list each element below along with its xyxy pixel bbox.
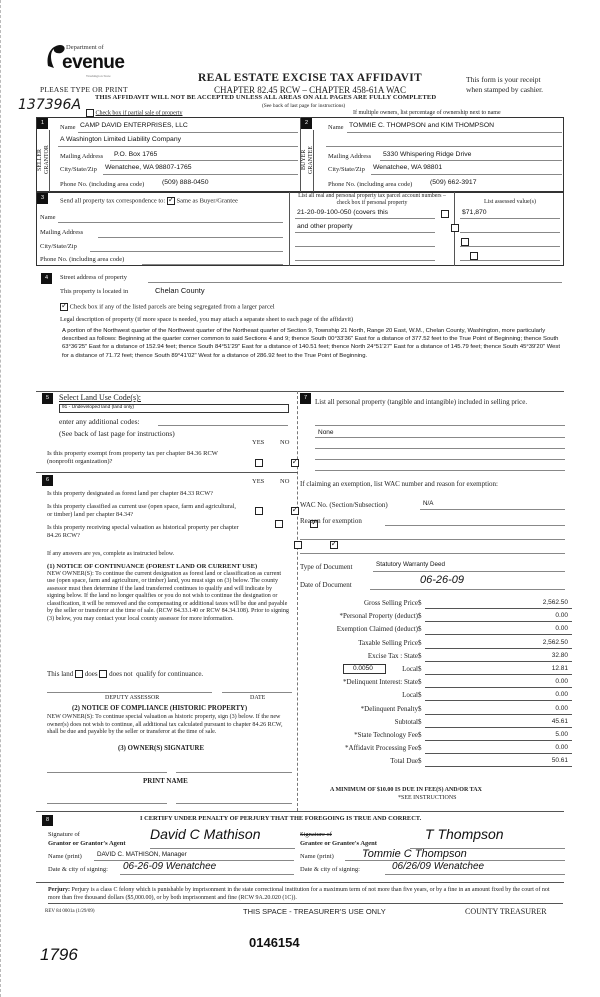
located-label: This property is located in: [60, 288, 129, 295]
yes-header: YES: [252, 439, 265, 446]
underline: [425, 700, 572, 701]
scan-edge: [0, 0, 3, 997]
tax-row: [300, 639, 600, 649]
dollar-sign: $: [418, 678, 422, 686]
tax-row-value[interactable]: 45.61: [551, 718, 568, 725]
dollar-sign: $: [418, 599, 422, 607]
tax-row: [300, 744, 600, 754]
multiple-owners-note: If multiple owners, list percentage of ownership next to name: [353, 110, 501, 116]
perjury-notice: [48, 886, 563, 902]
designation-yes-checkbox[interactable]: [255, 507, 263, 515]
buyer-mailing-label: Mailing Address: [328, 153, 372, 160]
underline: [425, 766, 572, 767]
treasurer-use: THIS SPACE - TREASURER'S USE ONLY: [243, 907, 386, 916]
see-instructions: *SEE INSTRUCTIONS: [398, 795, 457, 801]
underline: [460, 260, 560, 261]
underline: [420, 509, 565, 510]
corr-mailing-field[interactable]: [98, 237, 283, 238]
warning-text: THIS AFFIDAVIT WILL NOT BE ACCEPTED UNLESS ALL AREAS ON ALL PAGES ARE FULLY COMPLETED: [95, 94, 437, 101]
tax-row-value[interactable]: 2,562.50: [542, 599, 568, 606]
underline: [373, 571, 565, 572]
underline: [460, 246, 560, 247]
continuance-row: [47, 670, 203, 678]
seller-city-label: City/State/Zip: [60, 166, 97, 173]
partial-sale-label: Check box if partial sale of property: [95, 110, 183, 117]
same-as-buyer-label: Same as Buyer/Grantee: [176, 197, 238, 205]
dollar-sign: $: [418, 744, 422, 752]
exemption-label: If claiming an exemption, list WAC number and reason for exemption:: [300, 480, 498, 488]
stamp-number: 0146154: [249, 935, 300, 950]
partial-sale-row: [86, 109, 182, 117]
this-land-label: This land: [47, 670, 74, 678]
tax-row-value[interactable]: 0.00: [555, 625, 568, 632]
underline: [315, 459, 565, 460]
tax-row-value[interactable]: 50.61: [551, 757, 568, 764]
deputy-assessor-label: DEPUTY ASSESSOR: [105, 695, 160, 701]
dollar-sign: $: [418, 625, 422, 633]
form-title: REAL ESTATE EXCISE TAX AFFIDAVIT: [198, 72, 422, 84]
tax-row-label: Excise Tax : State: [367, 652, 418, 660]
logo-dept: Department of: [66, 44, 104, 51]
personal-property-checkbox[interactable]: [451, 224, 459, 232]
parcel-number[interactable]: and other property: [297, 223, 353, 230]
land-use-see-back: (See back of last page for instructions): [59, 429, 175, 438]
buyer-mailing[interactable]: 5330 Whispering Ridge Drive: [383, 151, 472, 158]
see-back-note: (See back of last page for instructions): [262, 103, 346, 109]
corr-mailing-label: Mailing Address: [40, 229, 84, 236]
tax-row-value[interactable]: 2,562.50: [542, 639, 568, 646]
section-4-badge: 4: [41, 273, 52, 284]
logo-word: evenue: [62, 52, 125, 73]
print-name-label: PRINT NAME: [143, 777, 188, 785]
exempt-no-checkbox[interactable]: [291, 459, 299, 467]
grantee-date-label: Date & city of signing:: [300, 866, 360, 873]
tax-row-label: Gross Selling Price: [363, 599, 418, 607]
tax-row-label: Local: [402, 665, 418, 673]
tax-row-value[interactable]: 0.00: [555, 691, 568, 698]
segregated-row: [60, 303, 275, 311]
underline: [425, 648, 572, 649]
grantee-sig-label-2: Grantee or Grantee's Agent: [300, 840, 377, 847]
additional-codes-label: enter any additional codes:: [59, 417, 140, 426]
designation-no-checkbox[interactable]: [291, 507, 299, 515]
section-8-badge: 8: [42, 815, 53, 826]
tax-row: [300, 652, 600, 662]
designation-no-checkbox[interactable]: [330, 541, 338, 549]
section-3-badge: 3: [37, 193, 48, 204]
wac-value[interactable]: N/A: [423, 500, 434, 507]
designation-yes-checkbox[interactable]: [294, 541, 302, 549]
designation-question: Is this property classified as current use (open space, farm and agricultural, or timber) land per chapter 84.34?: [47, 503, 237, 518]
tax-row-value[interactable]: 0.00: [555, 744, 568, 751]
tax-row: [300, 731, 600, 741]
tax-row-value[interactable]: 0.00: [555, 705, 568, 712]
tax-row-label: Exemption Claimed (deduct): [336, 625, 418, 633]
street-field[interactable]: [148, 282, 562, 283]
does-not-label: does not: [109, 670, 133, 678]
underline: [300, 553, 565, 554]
tax-row-value[interactable]: 32.80: [551, 652, 568, 659]
receipt-note: [466, 75, 543, 95]
underline: [295, 232, 435, 233]
seller-phone-label: Phone No. (including area code): [60, 181, 145, 188]
notice1-title: (1) NOTICE OF CONTINUANCE (FOREST LAND OR CURRENT USE): [47, 563, 258, 570]
underline: [425, 608, 572, 609]
underline: [295, 260, 435, 261]
dollar-sign: $: [418, 718, 422, 726]
divider: [36, 391, 564, 392]
grantor-sig-label-1: Signature of: [48, 831, 80, 838]
land-use-select[interactable]: [59, 404, 289, 413]
grantor-name[interactable]: DAVID C. MATHISON, Manager: [97, 851, 187, 858]
grantor-signature[interactable]: David C Mathison: [150, 826, 261, 842]
notice1-body: NEW OWNER(S): To continue the current designation as forest land or classification as current use (open space, farm and agriculture, or timber) land, you must sign on (3) below. The county assessor must then determine if the land transferred continues to qualify and will indicate by signing below. If the land no longer qualifies or you do not wish to continue the designation or classification, it will be removed and the compensating or additional taxes will be due and payable by the seller or transferor at the time of sale. (RCW 84.33.140 or RCW 84.34.108). Prior to signing (3) below, you may contact your local county assessor for more information.: [47, 570, 289, 622]
underline: [425, 714, 572, 715]
personal-property-checkbox[interactable]: [441, 210, 449, 218]
tax-row-value[interactable]: 0.00: [555, 678, 568, 685]
underline: [110, 160, 298, 161]
underline: [425, 740, 572, 741]
correspondence-label: Send all property tax correspondence to:: [60, 197, 166, 205]
please-type: PLEASE TYPE OR PRINT: [40, 85, 128, 94]
does-not-checkbox[interactable]: [99, 670, 107, 678]
underline: [425, 753, 572, 754]
same-as-buyer-checkbox[interactable]: [167, 197, 175, 205]
underline: [460, 232, 560, 233]
segregated-label: Check box if any of the listed parcels are being segregated from a larger parcel: [69, 303, 275, 311]
tax-row-label: Total Due: [390, 757, 418, 765]
form-chapter: CHAPTER 82.45 RCW – CHAPTER 458-61A WAC: [214, 85, 406, 95]
underline: [78, 132, 298, 133]
exempt-question: Is this property exempt from property tax per chapter 84.36 RCW (nonprofit organization)?: [47, 450, 218, 465]
designation-yes-checkbox[interactable]: [275, 520, 283, 528]
if-yes-note: If any answers are yes, complete as instructed below.: [47, 551, 175, 557]
land-use-label: Select Land Use Code(s):: [59, 393, 141, 402]
notice2-title: (2) NOTICE OF COMPLIANCE (HISTORIC PROPERTY): [72, 705, 248, 712]
parcel-number[interactable]: 21-20-09-100-050 (covers this: [297, 209, 389, 216]
divider: [36, 882, 564, 883]
yes-header-6: YES: [252, 478, 265, 485]
tax-row-label: Local: [402, 691, 418, 699]
grantee-name[interactable]: Tommie C Thompson: [362, 848, 467, 860]
assessor-date-line[interactable]: [222, 692, 292, 693]
column-divider: [297, 391, 298, 811]
partial-sale-checkbox[interactable]: [86, 109, 94, 117]
underline: [425, 727, 572, 728]
local-rate: 0.0050: [353, 665, 373, 672]
personal-property-value[interactable]: None: [318, 429, 334, 436]
assessed-value[interactable]: $71,870: [462, 209, 487, 216]
corr-phone-field[interactable]: [142, 264, 283, 265]
minimum-note: A MINIMUM OF $10.00 IS DUE IN FEE(S) AND/OR TAX: [330, 787, 482, 793]
corr-phone-label: Phone No. (including area code): [40, 256, 125, 263]
deputy-assessor-line[interactable]: [47, 692, 212, 693]
grantee-date[interactable]: 06/26/09 Wenatchee: [392, 861, 485, 872]
underline: [425, 661, 572, 662]
seller-side-label: SELLER GRANTOR: [37, 145, 50, 175]
buyer-phone-label: Phone No. (including area code): [328, 181, 413, 188]
tax-row-label: *Delinquent Penalty: [360, 705, 418, 713]
dollar-sign: $: [418, 639, 422, 647]
tax-row-value[interactable]: 12.81: [551, 665, 568, 672]
logo-sub: Washington State: [86, 74, 111, 78]
assessed-header: List assessed value(s): [484, 199, 536, 205]
section-2-badge: 2: [301, 118, 312, 129]
wac-label: WAC No. (Section/Subsection): [300, 501, 388, 509]
underline: [315, 448, 565, 449]
divider: [36, 811, 564, 812]
divider: [48, 903, 563, 904]
grantor-sig-label-2: Grantor or Grantor's Agent: [48, 840, 126, 847]
underline: [347, 132, 562, 133]
designation-question: Is this property designated as forest land per chapter 84.33 RCW?: [47, 490, 213, 497]
exempt-yes-checkbox[interactable]: [255, 459, 263, 467]
tax-row-label: *Delinquent Interest: State: [342, 678, 418, 686]
underline: [460, 218, 560, 219]
does-checkbox[interactable]: [75, 670, 83, 678]
tax-row: [300, 599, 600, 609]
tax-row: [300, 625, 600, 635]
date-label: DATE: [250, 695, 266, 701]
county-treasurer: COUNTY TREASURER: [465, 907, 547, 916]
tax-row-label: Taxable Selling Price: [358, 639, 418, 647]
tax-row-label: *Personal Property (deduct): [339, 612, 418, 620]
underline: [120, 874, 294, 875]
underline: [425, 674, 572, 675]
underline: [425, 687, 572, 688]
underline: [315, 437, 565, 438]
dollar-sign: $: [418, 691, 422, 699]
local-rate-box[interactable]: [343, 664, 386, 674]
underline: [300, 539, 565, 540]
tax-row: [300, 705, 600, 715]
underline: [315, 470, 565, 471]
tax-row: [300, 691, 600, 701]
tax-row-value[interactable]: 0.00: [555, 612, 568, 619]
tax-row: [300, 678, 600, 688]
buyer-name-label: Name: [328, 124, 344, 131]
corr-city-field[interactable]: [90, 251, 283, 252]
personal-property-label: List all personal property (tangible and intangible) included in selling price.: [315, 398, 528, 406]
notice-continuance: [47, 563, 290, 623]
corr-name-label: Name: [40, 214, 56, 221]
handwritten-ref: 137396A: [18, 97, 82, 113]
tax-row: [300, 718, 600, 728]
underline: [150, 848, 295, 849]
land-use-code: 91 - Undeveloped land (land only): [62, 405, 135, 410]
buyer-city-label: City/State/Zip: [328, 166, 365, 173]
county[interactable]: Chelan County: [155, 286, 205, 295]
owner-sig-line-2[interactable]: [176, 772, 292, 773]
designation-question: Is this property receiving special valuation as historical property per chapter 84.26 RCW?: [47, 524, 239, 539]
tax-row: [300, 757, 600, 767]
receipt-line-2: when stamped by cashier.: [466, 85, 544, 94]
print-name-line-2[interactable]: [176, 803, 292, 804]
no-header: NO: [280, 439, 290, 446]
no-header-6: NO: [280, 478, 290, 485]
seller-name[interactable]: CAMP DAVID ENTERPRISES, LLC: [80, 122, 188, 129]
dollar-sign: $: [418, 652, 422, 660]
underline: [371, 174, 562, 175]
grantee-signature[interactable]: T Thompson: [425, 826, 504, 842]
additional-codes-field[interactable]: [158, 425, 288, 426]
notice2-body: NEW OWNER(S): To continue special valuation as historic property, sign (3) below. If the new owner(s) does not wish to continue, all additional tax calculated pursuant to chapter 84.26 RCW, shall be due and payable by the seller or transferor at the time of sale.: [47, 714, 283, 735]
dollar-sign: $: [418, 665, 422, 673]
doc-type-label: Type of Document: [300, 563, 353, 571]
underline: [385, 874, 565, 875]
tax-row-value[interactable]: 5.00: [555, 731, 568, 738]
tax-row-label: *State Technology Fee: [354, 731, 418, 739]
grantee-sig-label-1: Signature of: [300, 831, 332, 838]
underline: [326, 146, 562, 147]
seller-mailing-label: Mailing Address: [60, 153, 104, 160]
owner-signature-label: (3) OWNER(S) SIGNATURE: [118, 745, 204, 752]
reason-field[interactable]: [385, 525, 565, 526]
legal-description[interactable]: A portion of the Northwest quarter of the Northwest quarter of the Northeast quarter of Section 9, Township 21 North, Range 20 East, W.M., Chelan County, Washington, more particularly described as follows: Beginning at the quarter corner common to said Sections 4 and 9; thence South 00°33'36" East for a distance of 377.52 feet to the True Point of Beginning; thence South 63°36'25" East for a distance of 152.94 feet; thence South 84°51'29" East for a distance of 140.51 feet; thence North 24°51'27" East for a distance of 145.79 feet; thence South 45°39'20" West for a distance of 71.72 feet; thence South 89°41'02" West for a distance of 286.92 feet to the True Point of Beginning.: [62, 328, 561, 359]
legal-label: Legal description of property (if more space is needed, you may attach a separate sheet to each page of the affidavit): [60, 316, 354, 323]
divider: [36, 472, 298, 473]
seller-name-line2[interactable]: A Washington Limited Liability Company: [60, 136, 182, 143]
perjury-bold: Perjury:: [48, 887, 70, 893]
underline: [425, 634, 572, 635]
underline: [425, 621, 572, 622]
dollar-sign: $: [418, 757, 422, 765]
rev-number: REV 84 0001a (1/29/09): [45, 909, 95, 914]
seller-city[interactable]: Wenatchee, WA 98807-1765: [105, 164, 192, 171]
buyer-city[interactable]: Wenatchee, WA 98801: [373, 164, 443, 171]
section-1-badge: 1: [37, 118, 48, 129]
correspondence-row: [60, 197, 238, 205]
buyer-side-label: BUYER GRANTEE: [301, 146, 314, 174]
receipt-line-1: This form is your receipt: [466, 75, 541, 84]
does-label: does: [84, 670, 98, 678]
doc-date-value[interactable]: 06-26-09: [420, 574, 465, 586]
dollar-sign: $: [418, 612, 422, 620]
print-name-line-1[interactable]: [47, 803, 167, 804]
underline: [295, 218, 435, 219]
dor-logo: [44, 40, 134, 82]
underline: [380, 160, 562, 161]
doc-type-value[interactable]: Statutory Warranty Deed: [376, 561, 446, 568]
grantor-date[interactable]: 06-26-09 Wenatchee: [123, 861, 217, 872]
divider: [289, 192, 290, 266]
street-label: Street address of property: [60, 274, 127, 281]
underline: [295, 246, 435, 247]
owner-sig-line-1[interactable]: [47, 772, 167, 773]
dollar-sign: $: [418, 705, 422, 713]
segregated-checkbox[interactable]: [60, 303, 68, 311]
corr-city-label: City/State/Zip: [40, 243, 77, 250]
dollar-sign: $: [418, 731, 422, 739]
grantee-name-label: Name (print): [300, 853, 334, 860]
tax-row-label: *Affidavit Processing Fee: [345, 744, 418, 752]
seller-phone[interactable]: (509) 888-0450: [162, 179, 209, 186]
tax-row: [300, 612, 600, 622]
qualify-label: qualify for continuance.: [136, 670, 204, 678]
reason-label: Reason for exemption: [300, 517, 362, 525]
section-7-badge: 7: [300, 393, 311, 404]
parcel-header: List all real and personal property tax parcel account numbers – check box if personal property: [298, 193, 446, 206]
grantor-date-label: Date & city of signing:: [48, 866, 108, 873]
section-5-badge: 5: [42, 393, 53, 404]
buyer-name[interactable]: TOMMIE C. THOMPSON and KIM THOMPSON: [349, 122, 495, 129]
underline: [103, 174, 298, 175]
perjury-text: Perjury is a class C felony which is punishable by imprisonment in the state correctional institution for a maximum term of not more than five years, or by a fine in an amount fixed by the court of not more than five thousand dollars ($5,000.00), or by both imprisonment and fine (RCW 9A.20.020 (1C)).: [48, 887, 550, 901]
seller-mailing[interactable]: P.O. Box 1765: [114, 151, 158, 158]
tax-row-label: Subtotal: [394, 718, 418, 726]
underline: [370, 589, 565, 590]
grantor-name-label: Name (print): [48, 853, 82, 860]
seller-name-label: Name: [60, 124, 76, 131]
certify-statement: I CERTIFY UNDER PENALTY OF PERJURY THAT THE FOREGOING IS TRUE AND CORRECT.: [140, 815, 422, 822]
underline: [58, 146, 298, 147]
handwritten-batch: 1796: [40, 945, 78, 964]
corr-name-field[interactable]: [58, 222, 283, 223]
underline: [315, 425, 565, 426]
doc-date-label: Date of Document: [300, 581, 352, 589]
buyer-phone[interactable]: (509) 662-3917: [430, 179, 477, 186]
section-6-badge: 6: [42, 475, 53, 486]
